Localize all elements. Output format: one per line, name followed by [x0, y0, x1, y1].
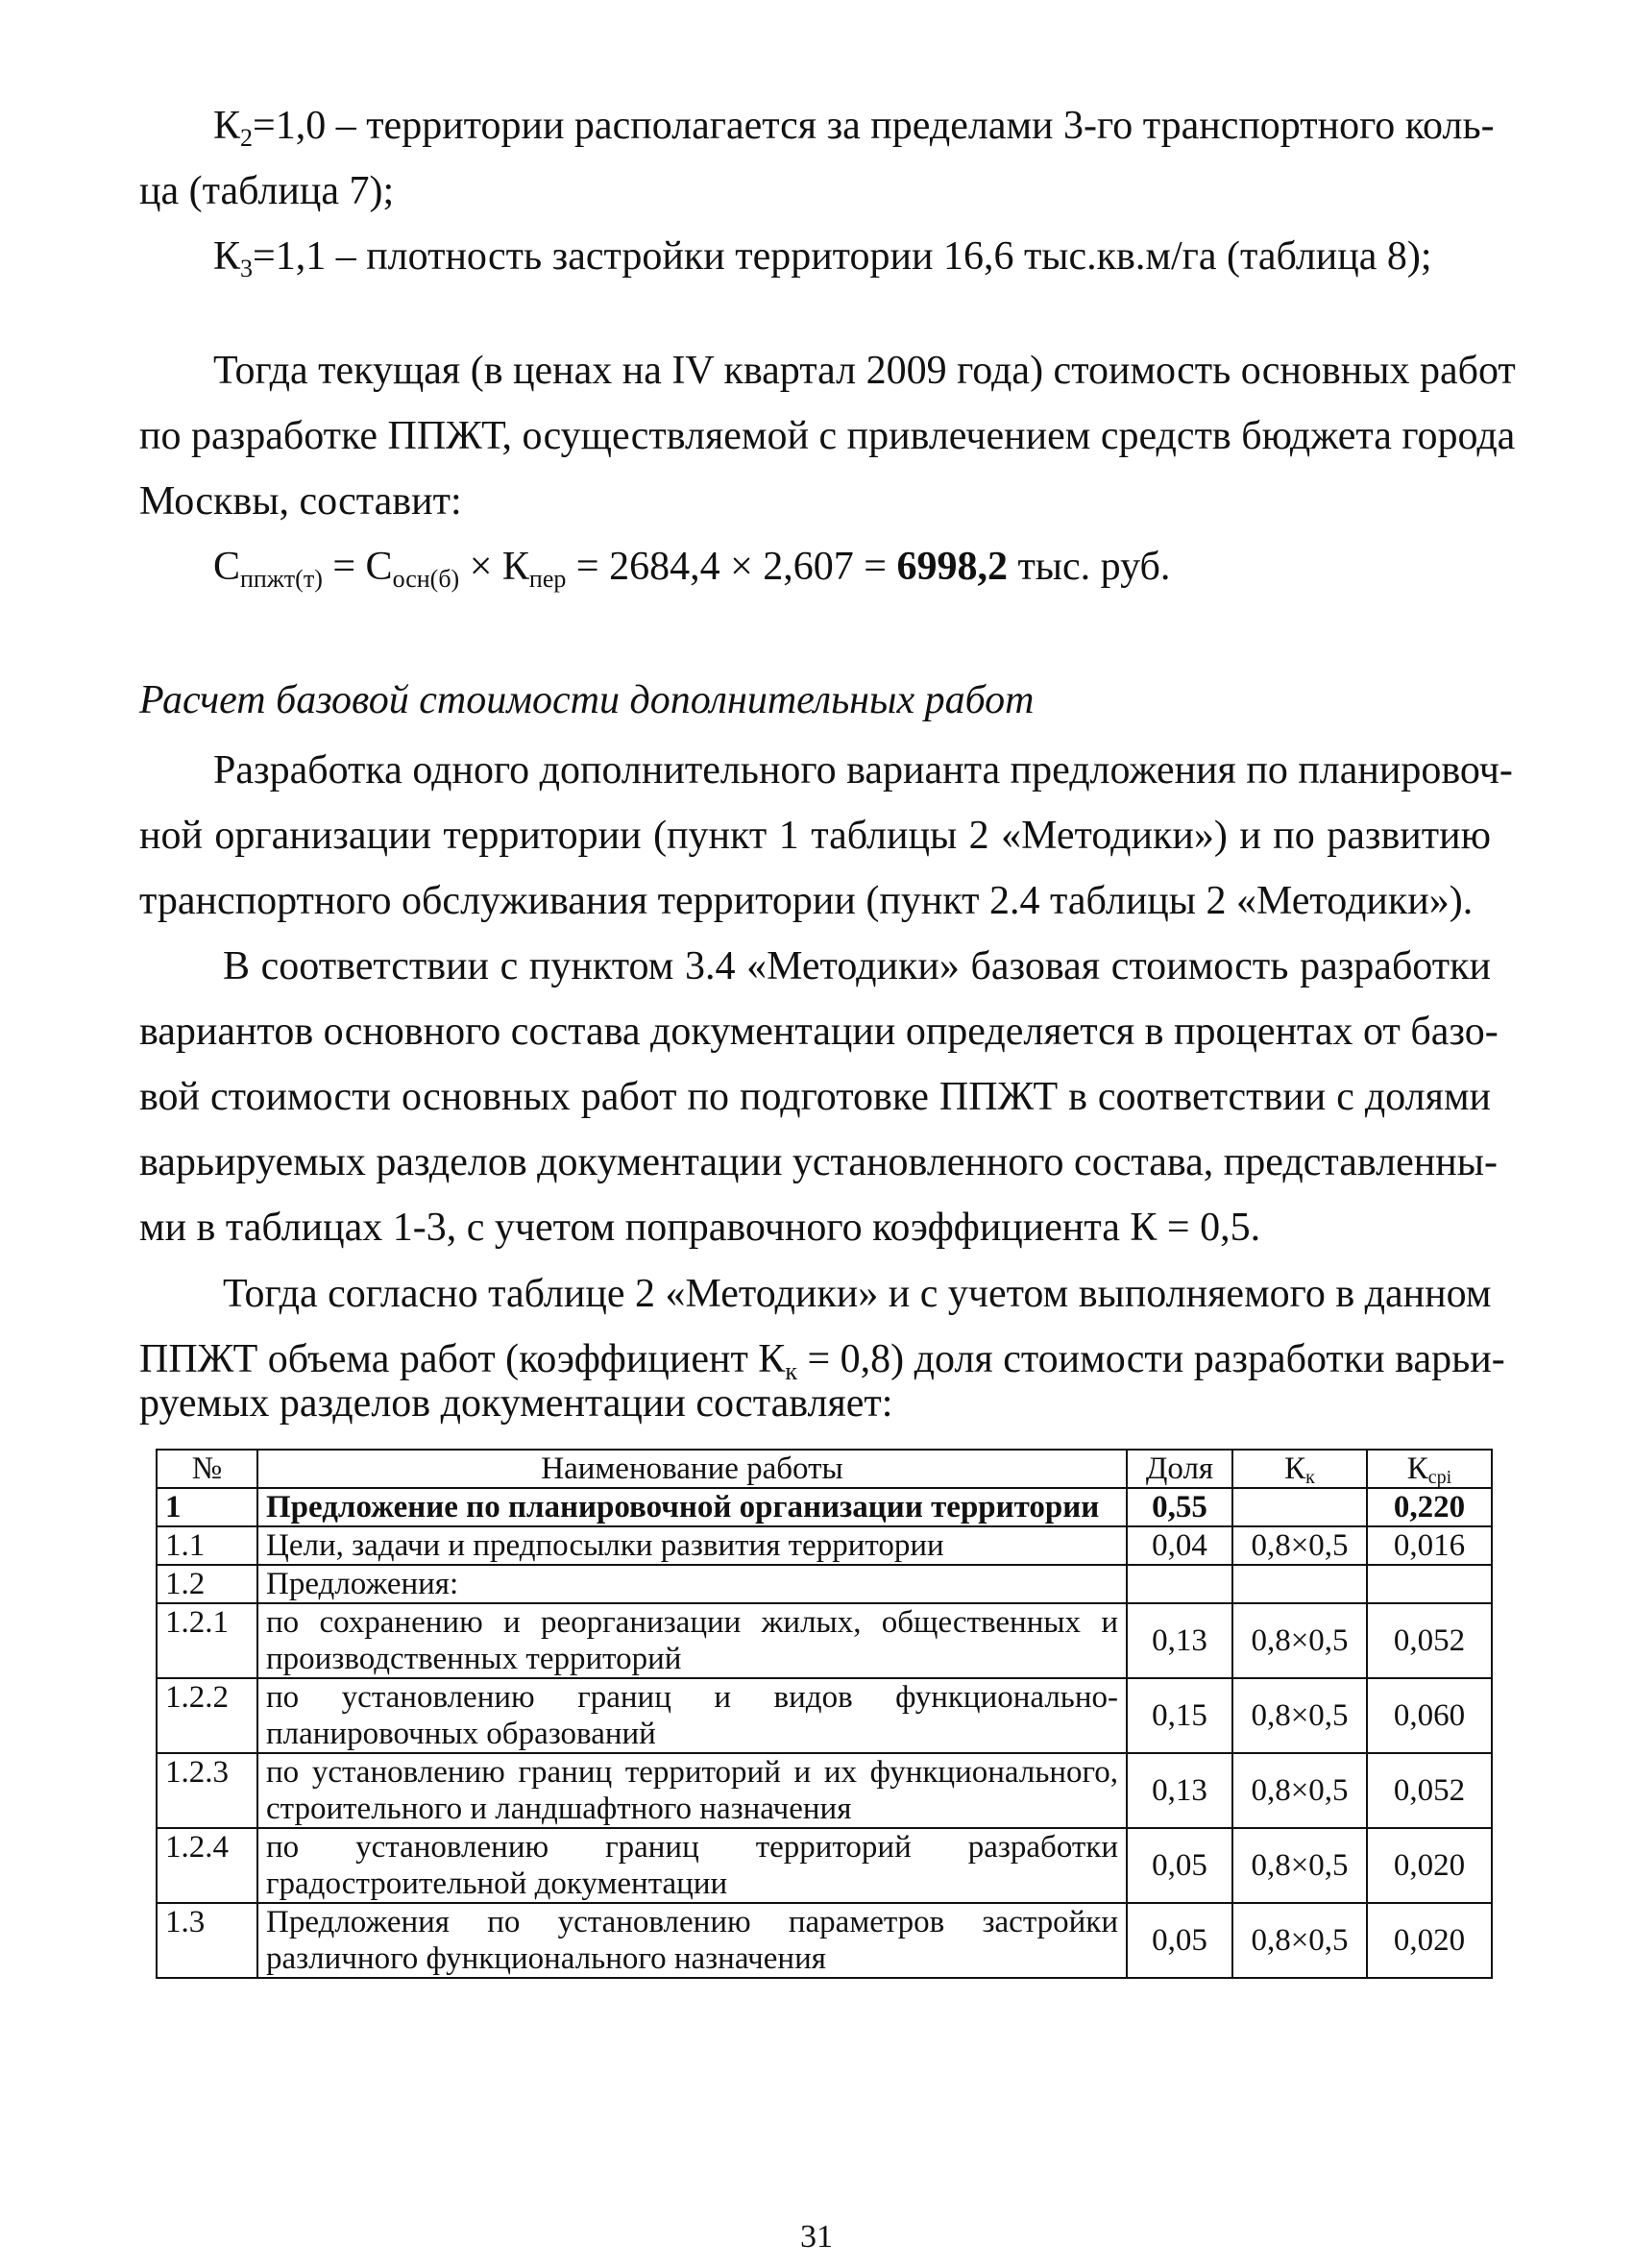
cell-kk: 0,8×0,5 [1232, 1903, 1367, 1978]
paragraph-4-text-b: = 0,8) доля стоимости разработки варьи- [796, 1337, 1505, 1381]
table-row [157, 1753, 1492, 1828]
paragraph-1-line-3: Москвы, составит: [139, 479, 462, 524]
cell-name: Предложение по планировочной организации территории [257, 1488, 1127, 1526]
cell-num: 1.2.2 [157, 1678, 257, 1753]
paragraph-3-line-4: варьируемых разделов документации установленного состава, представленны- [139, 1140, 1498, 1184]
table-row [157, 1903, 1492, 1978]
cell-num: 1.2.3 [157, 1753, 257, 1828]
cell-num: 1.2 [157, 1565, 257, 1603]
cell-kcp: 0,052 [1367, 1753, 1492, 1828]
k3-symbol: К [213, 234, 241, 279]
formula-sub-1: ппжт(т) [240, 565, 323, 593]
paragraph-3-line-3: вой стоимости основных работ по подготовке ППЖТ в соответствии с долями [139, 1075, 1491, 1119]
paragraph-3-line-5: ми в таблицах 1-3, с учетом поправочного коэффициента К = 0,5. [139, 1206, 1261, 1250]
formula-times: × К [459, 545, 529, 589]
cell-share: 0,04 [1127, 1526, 1232, 1565]
header-name: Наименование работы [257, 1450, 1127, 1488]
cell-share [1127, 1565, 1232, 1603]
cell-kcp: 0,060 [1367, 1678, 1492, 1753]
cell-num: 1.1 [157, 1526, 257, 1565]
k2-continuation: ца (таблица 7); [139, 169, 395, 213]
work-share-table [156, 1449, 1493, 1979]
cell-share: 0,05 [1127, 1903, 1232, 1978]
cell-kcp: 0,016 [1367, 1526, 1492, 1565]
cell-kcp: 0,220 [1367, 1488, 1492, 1526]
cell-name: по установлению границ территорий и их функционального, строительного и ландшафтного назначения [257, 1753, 1127, 1828]
paragraph-4-line-1: Тогда согласно таблице 2 «Методики» и с учетом выполняемого в данном [223, 1272, 1492, 1316]
header-kcp-subscript: срi [1427, 1467, 1452, 1488]
table-row [157, 1488, 1492, 1526]
formula-expression: = 2684,4 × 2,607 = [566, 545, 897, 589]
paragraph-1-line-2: по разработке ППЖТ, осуществляемой с привлечением средств бюджета города [139, 414, 1516, 458]
header-kcp [1367, 1450, 1492, 1488]
cell-name: по сохранению и реорганизации жилых, общественных и производственных территорий [257, 1603, 1127, 1678]
table-row [157, 1565, 1492, 1603]
cell-num: 1.2.1 [157, 1603, 257, 1678]
cell-num: 1.3 [157, 1903, 257, 1978]
header-share: Доля [1127, 1450, 1232, 1488]
cell-share: 0,13 [1127, 1603, 1232, 1678]
table-row [157, 1526, 1492, 1565]
table-header-row [157, 1450, 1492, 1488]
cell-kk [1232, 1488, 1367, 1526]
formula-sub-3: пер [528, 565, 567, 593]
cell-kcp: 0,020 [1367, 1903, 1492, 1978]
paragraph-1-line-1: Тогда текущая (в ценах на IV квартал 2009 года) стоимость основных работ [213, 349, 1516, 393]
section-heading: Расчет базовой стоимости дополнительных работ [139, 678, 1035, 722]
cell-kcp: 0,052 [1367, 1603, 1492, 1678]
header-kcp-symbol: К [1406, 1451, 1428, 1486]
paragraph-4-line-2 [139, 1336, 1505, 1385]
cell-kk: 0,8×0,5 [1232, 1828, 1367, 1903]
cell-kk: 0,8×0,5 [1232, 1678, 1367, 1753]
cell-kk: 0,8×0,5 [1232, 1526, 1367, 1565]
formula-cost-symbol: С [213, 545, 241, 589]
header-num: № [157, 1450, 257, 1488]
k3-text: =1,1 – плотность застройки территории 16,6 тыс.кв.м/га (таблица 8); [253, 234, 1432, 279]
cell-kcp: 0,020 [1367, 1828, 1492, 1903]
cell-num: 1.2.4 [157, 1828, 257, 1903]
cost-formula [213, 544, 1171, 593]
formula-result: 6998,2 [896, 545, 1008, 589]
cell-kk [1232, 1565, 1367, 1603]
cell-share: 0,15 [1127, 1678, 1232, 1753]
cell-kk: 0,8×0,5 [1232, 1603, 1367, 1678]
cell-share: 0,13 [1127, 1753, 1232, 1828]
cell-name: Цели, задачи и предпосылки развития территории [257, 1526, 1127, 1565]
table-row [157, 1678, 1492, 1753]
paragraph-3-line-2: вариантов основного состава документации определяется в процентах от базо- [139, 1010, 1499, 1054]
k3-line [213, 233, 1432, 280]
table-row [157, 1828, 1492, 1903]
formula-equals: = С [322, 545, 393, 589]
k2-symbol: К [213, 104, 241, 148]
page-number: 31 [800, 2219, 833, 2255]
cell-share: 0,55 [1127, 1488, 1232, 1526]
k2-subscript: 2 [240, 124, 254, 152]
cell-name: по установлению границ территорий разработки градостроительной документации [257, 1828, 1127, 1903]
cell-kcp [1367, 1565, 1492, 1603]
paragraph-4-text-a: ППЖТ объема работ (коэффициент К [139, 1337, 786, 1381]
k2-line [213, 103, 1495, 152]
paragraph-3-line-1: В соответствии с пунктом 3.4 «Методики» базовая стоимость разработки [223, 944, 1491, 988]
table-row [157, 1603, 1492, 1678]
cell-name: Предложения: [257, 1565, 1127, 1603]
paragraph-2-line-2: ной организации территории (пункт 1 таблицы 2 «Методики») и по развитию [139, 814, 1491, 858]
cell-name: Предложения по установлению параметров застройки различного функционального назначения [257, 1903, 1127, 1978]
cell-num: 1 [157, 1488, 257, 1526]
cell-share: 0,05 [1127, 1828, 1232, 1903]
cell-kk: 0,8×0,5 [1232, 1753, 1367, 1828]
paragraph-4-subscript: к [785, 1357, 797, 1385]
k3-subscript: 3 [240, 255, 254, 282]
formula-unit: тыс. руб. [1007, 545, 1171, 589]
cell-name: по установлению границ и видов функционально-планировочных образований [257, 1678, 1127, 1753]
paragraph-4-line-3: руемых разделов документации составляет: [139, 1381, 893, 1426]
header-kk [1232, 1450, 1367, 1488]
formula-sub-2: осн(б) [392, 565, 460, 593]
paragraph-2-line-1: Разработка одного дополнительного варианта предложения по планировоч- [213, 748, 1513, 793]
header-kk-subscript: к [1305, 1467, 1315, 1488]
k2-text: =1,0 – территории располагается за пределами 3-го транспортного коль- [253, 104, 1495, 148]
paragraph-2-line-3: транспортного обслуживания территории (пункт 2.4 таблицы 2 «Методики»). [139, 879, 1474, 923]
header-kk-symbol: К [1284, 1451, 1306, 1486]
